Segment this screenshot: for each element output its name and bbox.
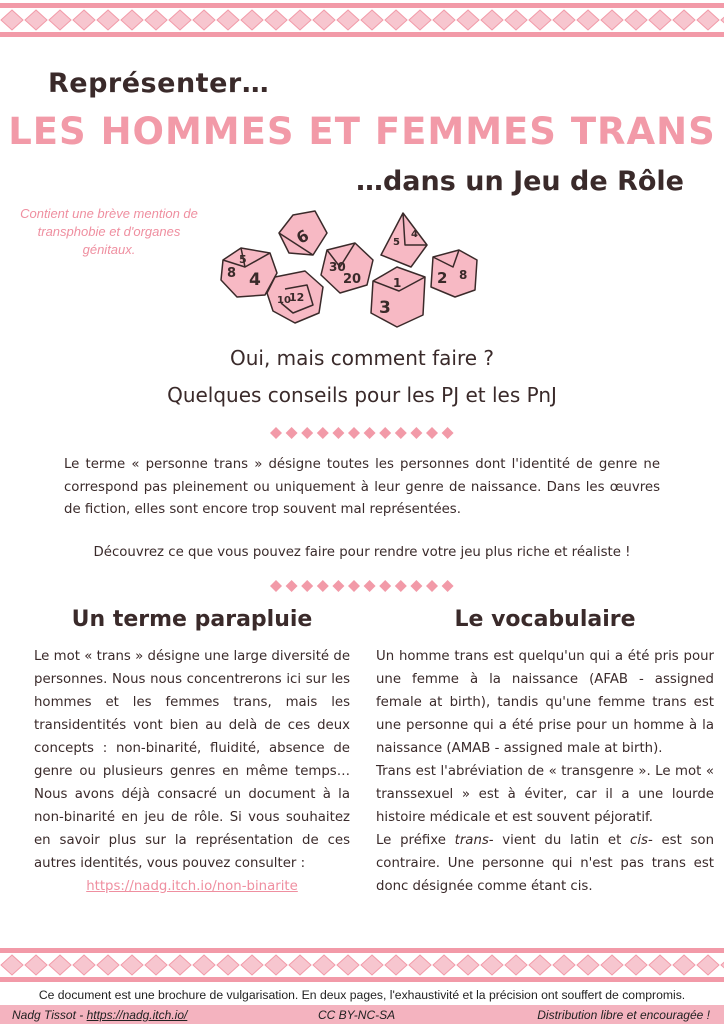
dice-label: 5 (239, 253, 247, 266)
prefix-cis: cis- (630, 833, 653, 848)
die-d8-icon (279, 211, 327, 255)
top-diamond-border (0, 0, 724, 40)
dice-label: 20 (343, 272, 362, 287)
die-d12-icon (267, 271, 323, 323)
diamond-divider-1 (270, 425, 454, 439)
title-line-1: Représenter… (48, 68, 270, 99)
subtitle-advice: Quelques conseils pour les PJ et les PnJ (167, 383, 557, 407)
dice-label: 2 (437, 269, 448, 287)
dice-label: 30 (329, 260, 346, 274)
dice-label: 8 (227, 266, 237, 281)
discover-line: Découvrez ce que vous pouvez faire pour rendre votre jeu plus riche et réaliste ! (93, 545, 631, 560)
footer-author: Nadg Tissot - https://nadg.itch.io/ (12, 1008, 188, 1022)
vocabulary-text (376, 645, 714, 898)
vocabulary-heading: Le vocabulaire (454, 607, 636, 632)
dice-label: 10 (277, 295, 291, 306)
dice-label: 5 (393, 237, 400, 248)
diamond-divider-2 (270, 578, 454, 592)
dice-label: 8 (459, 268, 468, 282)
content-warning: Contient une brève mention de transphobie et d'organes génitaux. (20, 206, 198, 257)
umbrella-term-text (34, 645, 350, 898)
dice-label: 4 (249, 270, 261, 290)
die-d10-right-icon (431, 250, 477, 297)
die-d20-icon (321, 243, 373, 293)
dice-label: 12 (289, 291, 305, 304)
dice-label: 3 (379, 298, 391, 318)
vocabulary-paragraph-2: Trans est l'abréviation de « transgenre ». Le mot « transsexuel » est à éviter, car il a une lourde histoire médicale et est souvent péjoratif. (376, 764, 714, 825)
dice-label: 4 (411, 229, 418, 240)
subtitle-question: Oui, mais comment faire ? (229, 346, 495, 370)
non-binarite-link[interactable]: https://nadg.itch.io/non-binarite (86, 879, 298, 894)
intro-paragraph: Le terme « personne trans » désigne toutes les personnes dont l'identité de genre ne correspond pas pleinement ou uniquement à leur genre de naissance. Dans les œuvres de fiction, elles sont encore trop souvent mal représentées. (64, 457, 660, 517)
vocabulary-paragraph-1: Un homme trans est quelqu'un qui a été pris pour une femme à la naissance (AFAB - assigned female at birth), tandis qu'une femme trans est une personne qui a été prise pour un homme à la naissance (AMAB - assigned male at birth). (376, 649, 714, 756)
title-line-3: …dans un Jeu de Rôle (355, 166, 684, 197)
pink-dice-icon (215, 205, 485, 334)
title-line-2: LES HOMMES ET FEMMES TRANS (8, 110, 716, 153)
dice-label: 1 (393, 276, 402, 290)
author-link[interactable]: https://nadg.itch.io/ (86, 1008, 188, 1022)
disclaimer: Ce document est une brochure de vulgarisation. En deux pages, l'exhaustivité et la précision ont souffert de compromis. (38, 988, 686, 1002)
footer-license: CC BY-NC-SA (318, 1008, 396, 1022)
die-d4-icon (381, 213, 427, 267)
bottom-diamond-border (0, 945, 724, 985)
die-d6-icon (371, 267, 425, 327)
umbrella-term-paragraph: Le mot « trans » désigne une large diversité de personnes. Nous nous concentrerons ici sur les hommes et les femmes trans, mais les transidentités vont bien au delà de ces deux concepts : non-binarité, fluidité, absence de genre ou plusieurs genres en même temps… Nous avons déjà consacré un document à la non-binarité en jeu de rôle. Si vous souhaitez en savoir plus sur la représentation de ces autres identités, vous pouvez consulter : (34, 649, 350, 871)
prefix-trans: trans- (454, 833, 494, 848)
dice-label: 6 (293, 225, 313, 248)
footer-distribution: Distribution libre et encouragée ! (537, 1008, 710, 1022)
umbrella-term-heading: Un terme parapluie (71, 607, 313, 632)
vocabulary-paragraph-3: Le préfixe trans- vient du latin et cis- est son contraire. Une personne qui n'est pas trans est donc désignée comme étant cis. (376, 833, 714, 894)
